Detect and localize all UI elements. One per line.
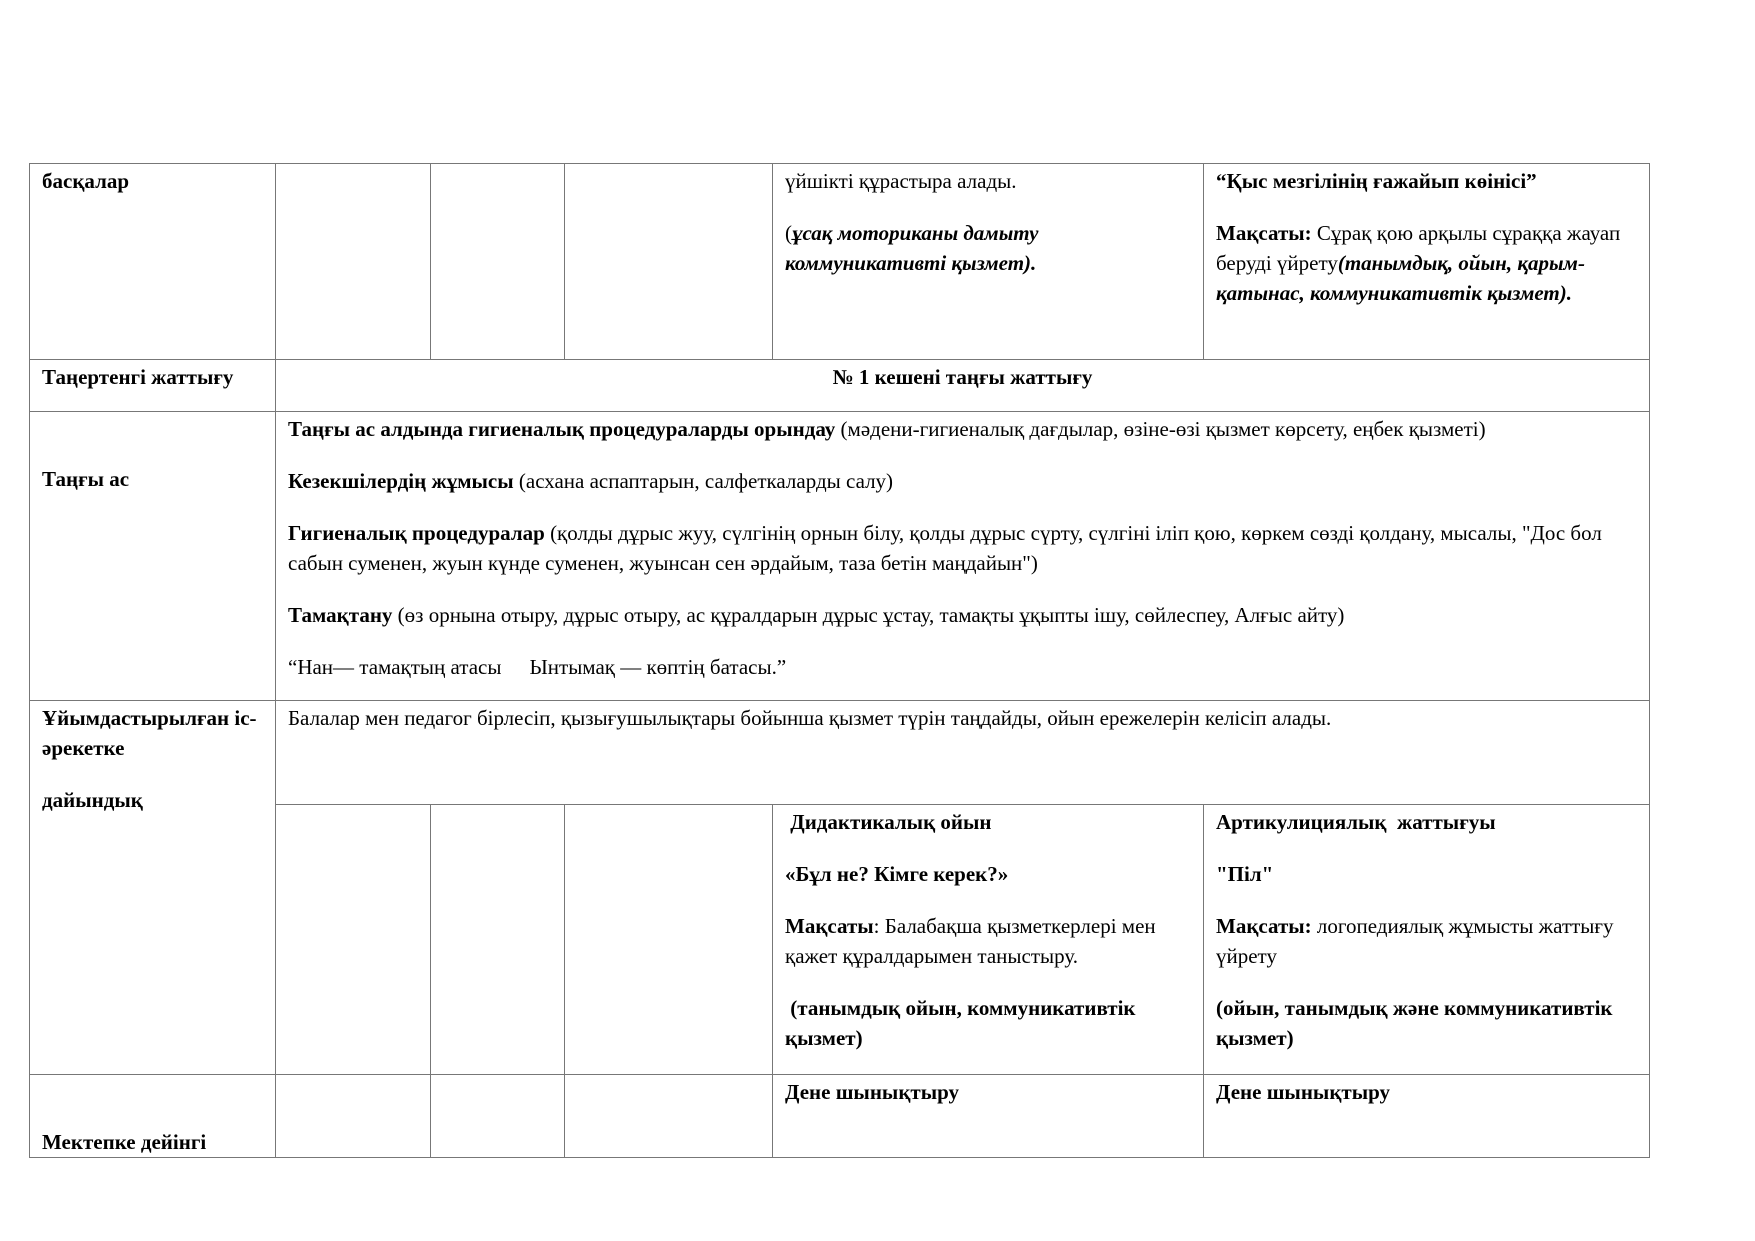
activity-goal xyxy=(785,911,1191,971)
table-row-preparation xyxy=(30,701,1650,805)
cell-text: үйшікті құрастыра алады. xyxy=(785,169,1017,193)
row-label-morning-exercise: Таңертенгі жаттығу xyxy=(30,360,276,412)
game-name: «Бұл не? Кімге керек?» xyxy=(785,862,1009,886)
empty-cell xyxy=(431,1075,565,1158)
cell-activity xyxy=(785,218,1191,278)
empty-cell xyxy=(276,1075,431,1158)
breakfast-paragraph xyxy=(288,414,1637,444)
activity-type: (танымдық ойын, коммуникативтік қызмет) xyxy=(785,996,1141,1050)
table-row-others xyxy=(30,164,1650,360)
goal-text: : Балабақша қызметкерлері мен қажет құралдарымен таныстыру. xyxy=(785,914,1156,968)
empty-cell xyxy=(565,1075,773,1158)
paragraph-text: (қолды дұрыс жуу, сүлгінің орнын білу, қолды дұрыс сүрту, сүлгіні іліп қою, көркем сөзді қолдану, мысалы, "Дос бол сабын суменен, жуын күнде суменен, жуынсан сен әрдайым, таза бетін маңдайын") xyxy=(288,521,1602,575)
paragraph-text: (асхана аспаптарын, салфеткаларды салу) xyxy=(513,469,894,493)
breakfast-content xyxy=(276,412,1650,701)
activity-type: (ойын, танымдық және коммуникативтік қызмет) xyxy=(1216,996,1613,1050)
goal-label: Мақсаты: xyxy=(1216,914,1312,938)
daily-plan-table xyxy=(29,163,1650,1158)
empty-cell xyxy=(431,164,565,360)
cell-didactic-game xyxy=(773,805,1204,1075)
preparation-content: Балалар мен педагог бірлесіп, қызығушылықтары бойынша қызмет түрін таңдайды, ойын ережелерін келісіп алады. xyxy=(276,701,1650,805)
paragraph-text: (мәдени-гигиеналық дағдылар, өзіне-өзі қызмет көрсету, еңбек қызметі) xyxy=(835,417,1486,441)
row-label-preparation xyxy=(30,701,276,1075)
empty-cell xyxy=(431,805,565,1075)
breakfast-paragraph xyxy=(288,600,1637,630)
activity-title: Дидактикалық ойын xyxy=(785,810,992,834)
cell-winter-talk xyxy=(1204,164,1650,360)
game-name: "Піл" xyxy=(1216,862,1274,886)
goal-label: Мақсаты xyxy=(785,914,874,938)
goal-label: Мақсаты: xyxy=(1216,221,1312,245)
paragraph-bold: Кезекшілердің жұмысы xyxy=(288,469,514,493)
activity-type: ұсақ моториканы дамыту коммуникативті қызмет). xyxy=(785,221,1039,275)
label-line: дайындық xyxy=(42,788,143,812)
table-row-morning-exercise xyxy=(30,360,1650,412)
proverb-part: “Нан— тамақтың атасы xyxy=(288,655,502,679)
breakfast-paragraph xyxy=(288,466,1637,496)
cell-articulation-exercise xyxy=(1204,805,1650,1075)
cell-construction xyxy=(773,164,1204,360)
activity-goal xyxy=(1216,911,1637,971)
paren-open: ( xyxy=(785,221,792,245)
paragraph-text: (өз орнына отыру, дұрыс отыру, ас құралдарын дұрыс ұстау, тамақты ұқыпты ішу, сөйлеспеу, Алғыс айту) xyxy=(392,603,1345,627)
table-row-breakfast xyxy=(30,412,1650,701)
table-row-preschool xyxy=(30,1075,1650,1158)
empty-cell xyxy=(276,164,431,360)
paragraph-bold: Тамақтану xyxy=(288,603,393,627)
proverb-part: Ынтымақ — көптің батасы.” xyxy=(529,655,787,679)
paragraph-bold: Таңғы ас алдында гигиеналық процедураларды орындау xyxy=(288,417,836,441)
breakfast-paragraph xyxy=(288,518,1637,578)
empty-cell xyxy=(276,805,431,1075)
row-label-others: басқалар xyxy=(30,164,276,360)
paragraph-bold: Гигиеналық процедуралар xyxy=(288,521,545,545)
empty-cell xyxy=(565,164,773,360)
proverb xyxy=(288,652,1637,682)
activity-title: “Қыс мезгілінің ғажайып көінісі” xyxy=(1216,169,1537,193)
row-label-preschool: Мектепке дейінгі xyxy=(30,1075,276,1158)
label-line: Ұйымдастырылған іс-әрекетке xyxy=(42,706,257,760)
goal-text: логопедиялық жұмысты жаттығу үйрету xyxy=(1216,914,1614,968)
activity-title: Артикулициялық жаттығуы xyxy=(1216,810,1496,834)
cell-physical-education: Дене шынықтыру xyxy=(773,1075,1204,1158)
activity-type: (танымдық, ойын, қарым-қатынас, коммуникативтік қызмет). xyxy=(1216,251,1585,305)
cell-physical-education: Дене шынықтыру xyxy=(1204,1075,1650,1158)
empty-cell xyxy=(565,805,773,1075)
morning-exercise-content: № 1 кешені таңғы жаттығу xyxy=(276,360,1650,412)
activity-goal xyxy=(1216,218,1637,308)
goal-text: Сұрақ қою арқылы сұраққа жауап беруді үйрету xyxy=(1216,221,1621,275)
row-label-breakfast: Таңғы ас xyxy=(30,412,276,701)
